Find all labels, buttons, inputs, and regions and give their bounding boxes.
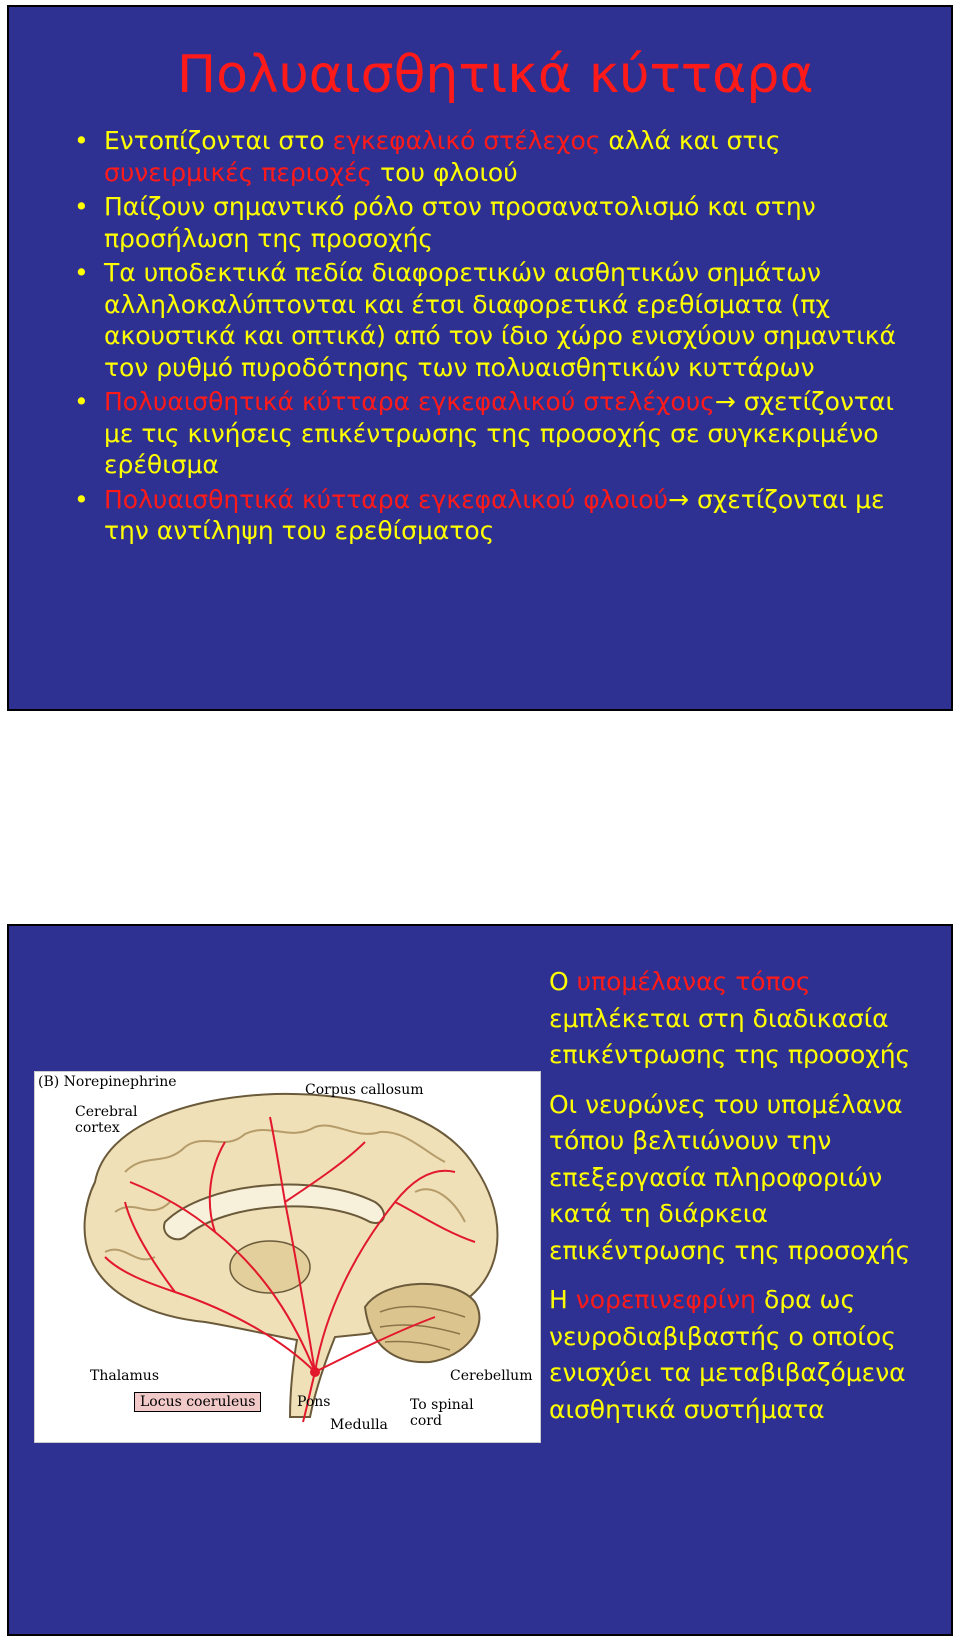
bullet-dot-icon: • — [74, 387, 89, 416]
bullet-dot-icon: • — [74, 126, 89, 155]
paragraph — [549, 1282, 944, 1428]
bullet-item — [74, 484, 924, 547]
bullet-item — [74, 125, 924, 188]
highlight-text: υπομέλανας τόπος — [576, 967, 811, 996]
body-text: αλλά και στις — [600, 126, 781, 155]
label-cerebellum: Cerebellum — [450, 1368, 533, 1384]
locus-coeruleus-text — [549, 964, 944, 1441]
slide-locus-coeruleus — [7, 924, 953, 1636]
panel-label: (B) Norepinephrine — [38, 1074, 177, 1090]
body-text: σχετίζονται με την αντίληψη του ερεθίσματος — [104, 484, 885, 545]
highlight-text: Πολυαισθητικά κύτταρα εγκεφαλικού φλοιού — [104, 484, 669, 514]
label-to-spinal-cord: To spinal cord — [410, 1397, 474, 1429]
highlight-text: νορεπινεφρίνη — [575, 1285, 757, 1314]
body-text: → — [714, 387, 736, 416]
highlight-text: Πολυαισθητικά κύτταρα εγκεφαλικού στελέχους — [104, 387, 715, 416]
body-text: Τα υποδεκτικά πεδία διαφορετικών αισθητικών σημάτων αλληλοκαλύπτονται και έτσι διαφορετικά ερεθίσματα (πχ ακουστικά και οπτικά) από τον ίδιο χώρο ενισχύουν σημαντικά τον ρυθμό πυροδότησης των πολυαισθητικών κυττάρων — [104, 258, 896, 382]
body-text: του φλοιού — [372, 157, 518, 187]
body-text: → — [668, 484, 690, 514]
highlight-text: συνειρμικές περιοχές — [104, 157, 373, 187]
body-text: σχετίζονται με τις κινήσεις επικέντρωσης της προσοχής σε συγκεκριμένο ερέθισμα — [104, 387, 894, 479]
label-locus-coeruleus: Locus coeruleus — [134, 1392, 261, 1412]
label-medulla: Medulla — [330, 1417, 388, 1433]
brain-norepinephrine-figure — [34, 1071, 541, 1443]
body-text: Ο — [549, 967, 577, 996]
label-corpus-callosum: Corpus callosum — [305, 1082, 424, 1098]
slide-multisensory-cells — [7, 5, 953, 711]
bullet-item — [74, 386, 924, 481]
body-text: Οι νευρώνες του υπομέλανα τόπου βελτιώνουν την επεξεργασία πληροφοριών κατά τη διάρκεια επικέντρωσης της προσοχής — [549, 1089, 911, 1265]
label-thalamus: Thalamus — [90, 1368, 160, 1384]
bullet-item — [74, 257, 924, 383]
paragraph — [549, 964, 944, 1074]
highlight-text: εγκεφαλικό στέλεχος — [332, 126, 601, 155]
slide-title: Πολυαισθητικά κύτταρα — [177, 45, 814, 105]
bullet-dot-icon: • — [74, 192, 89, 221]
body-text: Η — [549, 1285, 576, 1314]
paragraph — [549, 1087, 944, 1270]
bullet-list — [74, 125, 924, 550]
body-text: εμπλέκεται στη διαδικασία επικέντρωσης της προσοχής — [549, 1003, 911, 1069]
bullet-item — [74, 191, 924, 254]
body-text: δρα ως νευροδιαβιβαστής ο οποίος ενισχύει τα μεταβιβαζόμενα αισθητικά συστήματα — [549, 1285, 906, 1424]
body-text: Εντοπίζονται στο — [104, 126, 333, 155]
label-pons: Pons — [297, 1394, 331, 1410]
label-cerebral-cortex: Cerebral cortex — [75, 1104, 138, 1136]
bullet-dot-icon: • — [74, 258, 89, 287]
bullet-dot-icon: • — [74, 484, 89, 514]
body-text: Παίζουν σημαντικό ρόλο στον προσανατολισμό και στην προσήλωση της προσοχής — [104, 192, 816, 253]
